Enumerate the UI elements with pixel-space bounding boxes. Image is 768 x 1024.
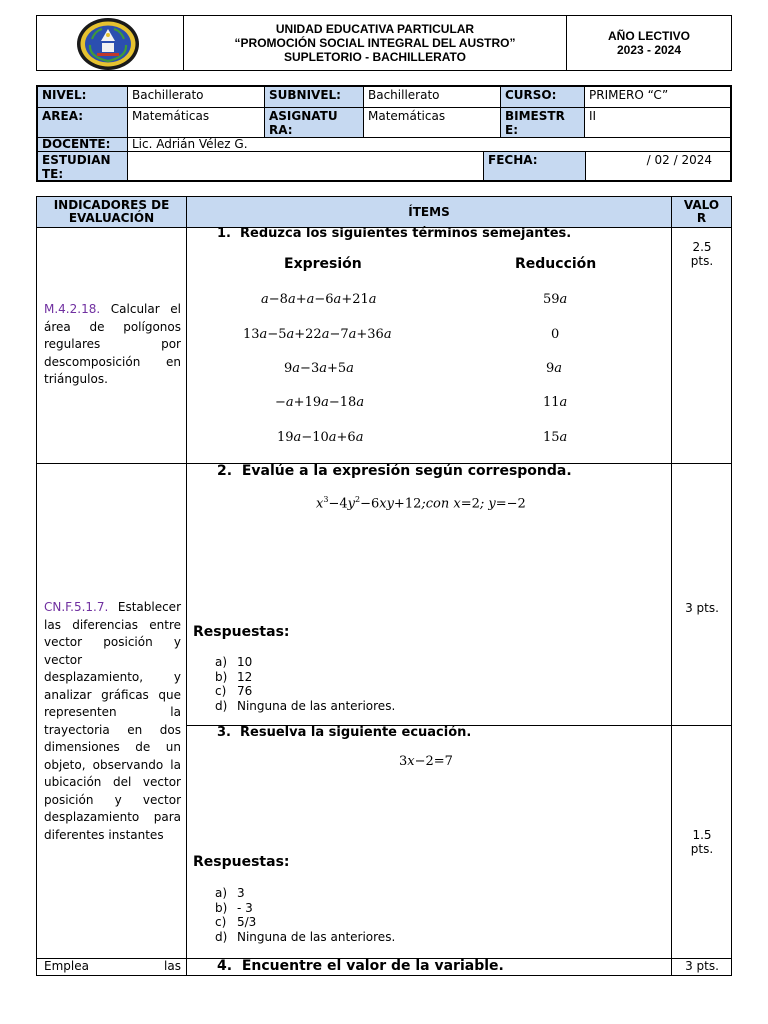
school-crest-icon xyxy=(75,17,141,71)
area-label: AREA: xyxy=(38,108,128,138)
question-1-points-unit: pts. xyxy=(690,254,714,268)
question-3-points-unit: pts. xyxy=(690,842,714,856)
asignatura-label xyxy=(265,108,364,138)
bimestre-value: II xyxy=(585,108,730,138)
question-2-points: 3 pts. xyxy=(685,601,719,615)
asignatura-label-line1: ASIGNATU xyxy=(269,109,338,123)
school-name-line2: “PROMOCIÓN SOCIAL INTEGRAL DEL AUSTRO” xyxy=(234,36,516,50)
document-header xyxy=(36,15,732,71)
header-indicadores-line1: INDICADORES DE xyxy=(53,198,170,212)
student-info-table xyxy=(36,85,732,182)
indicator-3-text-word2: las xyxy=(164,959,181,973)
estudiante-label xyxy=(38,152,128,180)
question-3-title xyxy=(217,725,471,740)
indicator-1 xyxy=(44,301,181,389)
question-1-title xyxy=(217,226,571,241)
asignatura-label-line2: RA: xyxy=(269,123,293,137)
question-2-responses-title: Respuestas: xyxy=(193,624,290,640)
expression-row-4: −a+19a−18a xyxy=(275,395,365,410)
header-valor-line2: R xyxy=(696,211,707,225)
question-2-expression: $x^3-4y^2-6xy+12;con$ x=2; y=−2 xyxy=(316,495,526,512)
estudiante-label-line1: ESTUDIAN xyxy=(42,153,111,167)
reduction-row-5: 15a xyxy=(543,430,568,445)
question-2-option-b[interactable]: b) 12 xyxy=(215,669,253,684)
bimestre-label xyxy=(501,108,585,138)
school-year-value: 2023 - 2024 xyxy=(616,43,682,57)
school-name-block xyxy=(184,16,567,70)
grid-vline xyxy=(671,197,672,975)
curso-value: PRIMERO “C” xyxy=(585,87,730,108)
question-4-title xyxy=(217,958,504,974)
question-3-options xyxy=(215,886,395,944)
fecha-field[interactable]: / 02 / 2024 xyxy=(646,153,712,167)
school-year-label: AÑO LECTIVO xyxy=(607,29,690,43)
question-2-number: 2. xyxy=(217,463,233,479)
expression-row-1: a−8a+a−6a+21a xyxy=(261,292,377,307)
question-3-text: Resuelva la siguiente ecuación. xyxy=(240,725,472,740)
question-4-text: Encuentre el valor de la variable. xyxy=(241,958,504,974)
indicator-3 xyxy=(44,958,181,975)
header-indicadores xyxy=(37,197,186,227)
curso-label: CURSO: xyxy=(501,87,585,108)
expression-row-3: 9a−3a+5a xyxy=(284,361,354,376)
question-1-text: Reduzca los siguientes términos semejantes. xyxy=(240,226,572,241)
indicator-1-text: Calcular el área de polígonos regulares por descomposición en triángulos. xyxy=(44,302,181,386)
header-valor xyxy=(672,197,731,227)
question-3-points xyxy=(673,828,731,856)
grid-vline xyxy=(186,197,187,975)
logo-cell xyxy=(37,16,184,70)
question-3-option-c[interactable]: c) 5/3 xyxy=(215,915,257,930)
question-2-text: Evalúe a la expresión según corresponda. xyxy=(241,463,572,479)
expression-row-5: 19a−10a+6a xyxy=(277,430,364,445)
header-items: ÍTEMS xyxy=(187,197,671,227)
reduction-column-head: Reducción xyxy=(515,256,597,272)
indicator-2-text: Establecer las diferencias entre vector posición y vector desplazamiento, y analizar gráficas que representen la trayectoria en dos dimensiones de un objeto, observando la ubicación del vector posición y vector desplazamiento para diferentes instantes xyxy=(44,600,181,842)
question-2-option-c[interactable]: c) 76 xyxy=(215,684,253,699)
reduction-row-4: 11a xyxy=(543,395,568,410)
exam-type-line: SUPLETORIO - BACHILLERATO xyxy=(283,50,466,64)
reduction-row-3: 9a xyxy=(546,361,563,376)
indicator-1-code: M.4.2.18. xyxy=(44,302,101,316)
question-1-number: 1. xyxy=(217,226,231,241)
question-3-points-value: 1.5 xyxy=(692,828,712,842)
question-3-option-d[interactable]: d) Ninguna de las anteriores. xyxy=(215,929,396,944)
header-valor-line1: VALO xyxy=(683,198,720,212)
question-3-equation: 3x−2=7 xyxy=(399,754,453,769)
indicator-2 xyxy=(44,599,181,844)
bimestre-label-line1: BIMESTR xyxy=(505,109,565,123)
question-1-points xyxy=(673,240,731,268)
evaluation-table xyxy=(36,196,732,976)
question-1-points-value: 2.5 xyxy=(692,240,712,254)
question-3-number: 3. xyxy=(217,725,231,740)
subnivel-value: Bachillerato xyxy=(364,87,501,108)
bimestre-label-line2: E: xyxy=(505,123,518,137)
question-3-responses-title: Respuestas: xyxy=(193,854,290,870)
nivel-label: NIVEL: xyxy=(38,87,128,108)
indicator-2-code: CN.F.5.1.7. xyxy=(44,600,109,614)
fecha-label: FECHA: xyxy=(484,152,586,180)
question-3-option-b[interactable]: b) - 3 xyxy=(215,900,253,915)
question-2-options xyxy=(215,655,395,713)
question-3-option-a[interactable]: a) 3 xyxy=(215,886,245,900)
question-4-points: 3 pts. xyxy=(685,959,719,973)
subnivel-label: SUBNIVEL: xyxy=(265,87,364,108)
question-4-number: 4. xyxy=(217,958,233,974)
indicator-3-text-word1: Emplea xyxy=(44,959,89,973)
header-indicadores-line2: EVALUACIÓN xyxy=(68,211,155,225)
nivel-value: Bachillerato xyxy=(128,87,265,108)
expression-column-head: Expresión xyxy=(284,256,362,272)
reduction-row-2: 0 xyxy=(551,327,560,342)
school-name-line1: UNIDAD EDUCATIVA PARTICULAR xyxy=(275,22,475,36)
question-2-title xyxy=(217,463,572,479)
expression-row-2: 13a−5a+22a−7a+36a xyxy=(243,327,392,342)
estudiante-field[interactable] xyxy=(128,152,484,180)
asignatura-value: Matemáticas xyxy=(364,108,501,138)
docente-label: DOCENTE: xyxy=(38,138,128,152)
reduction-row-1: 59a xyxy=(543,292,568,307)
docente-value: Lic. Adrián Vélez G. xyxy=(128,138,730,152)
school-year-block xyxy=(567,16,731,70)
area-value: Matemáticas xyxy=(128,108,265,138)
question-2-option-a[interactable]: a) 10 xyxy=(215,655,253,669)
estudiante-label-line2: TE: xyxy=(42,167,64,180)
question-2-option-d[interactable]: d) Ninguna de las anteriores. xyxy=(215,698,396,713)
